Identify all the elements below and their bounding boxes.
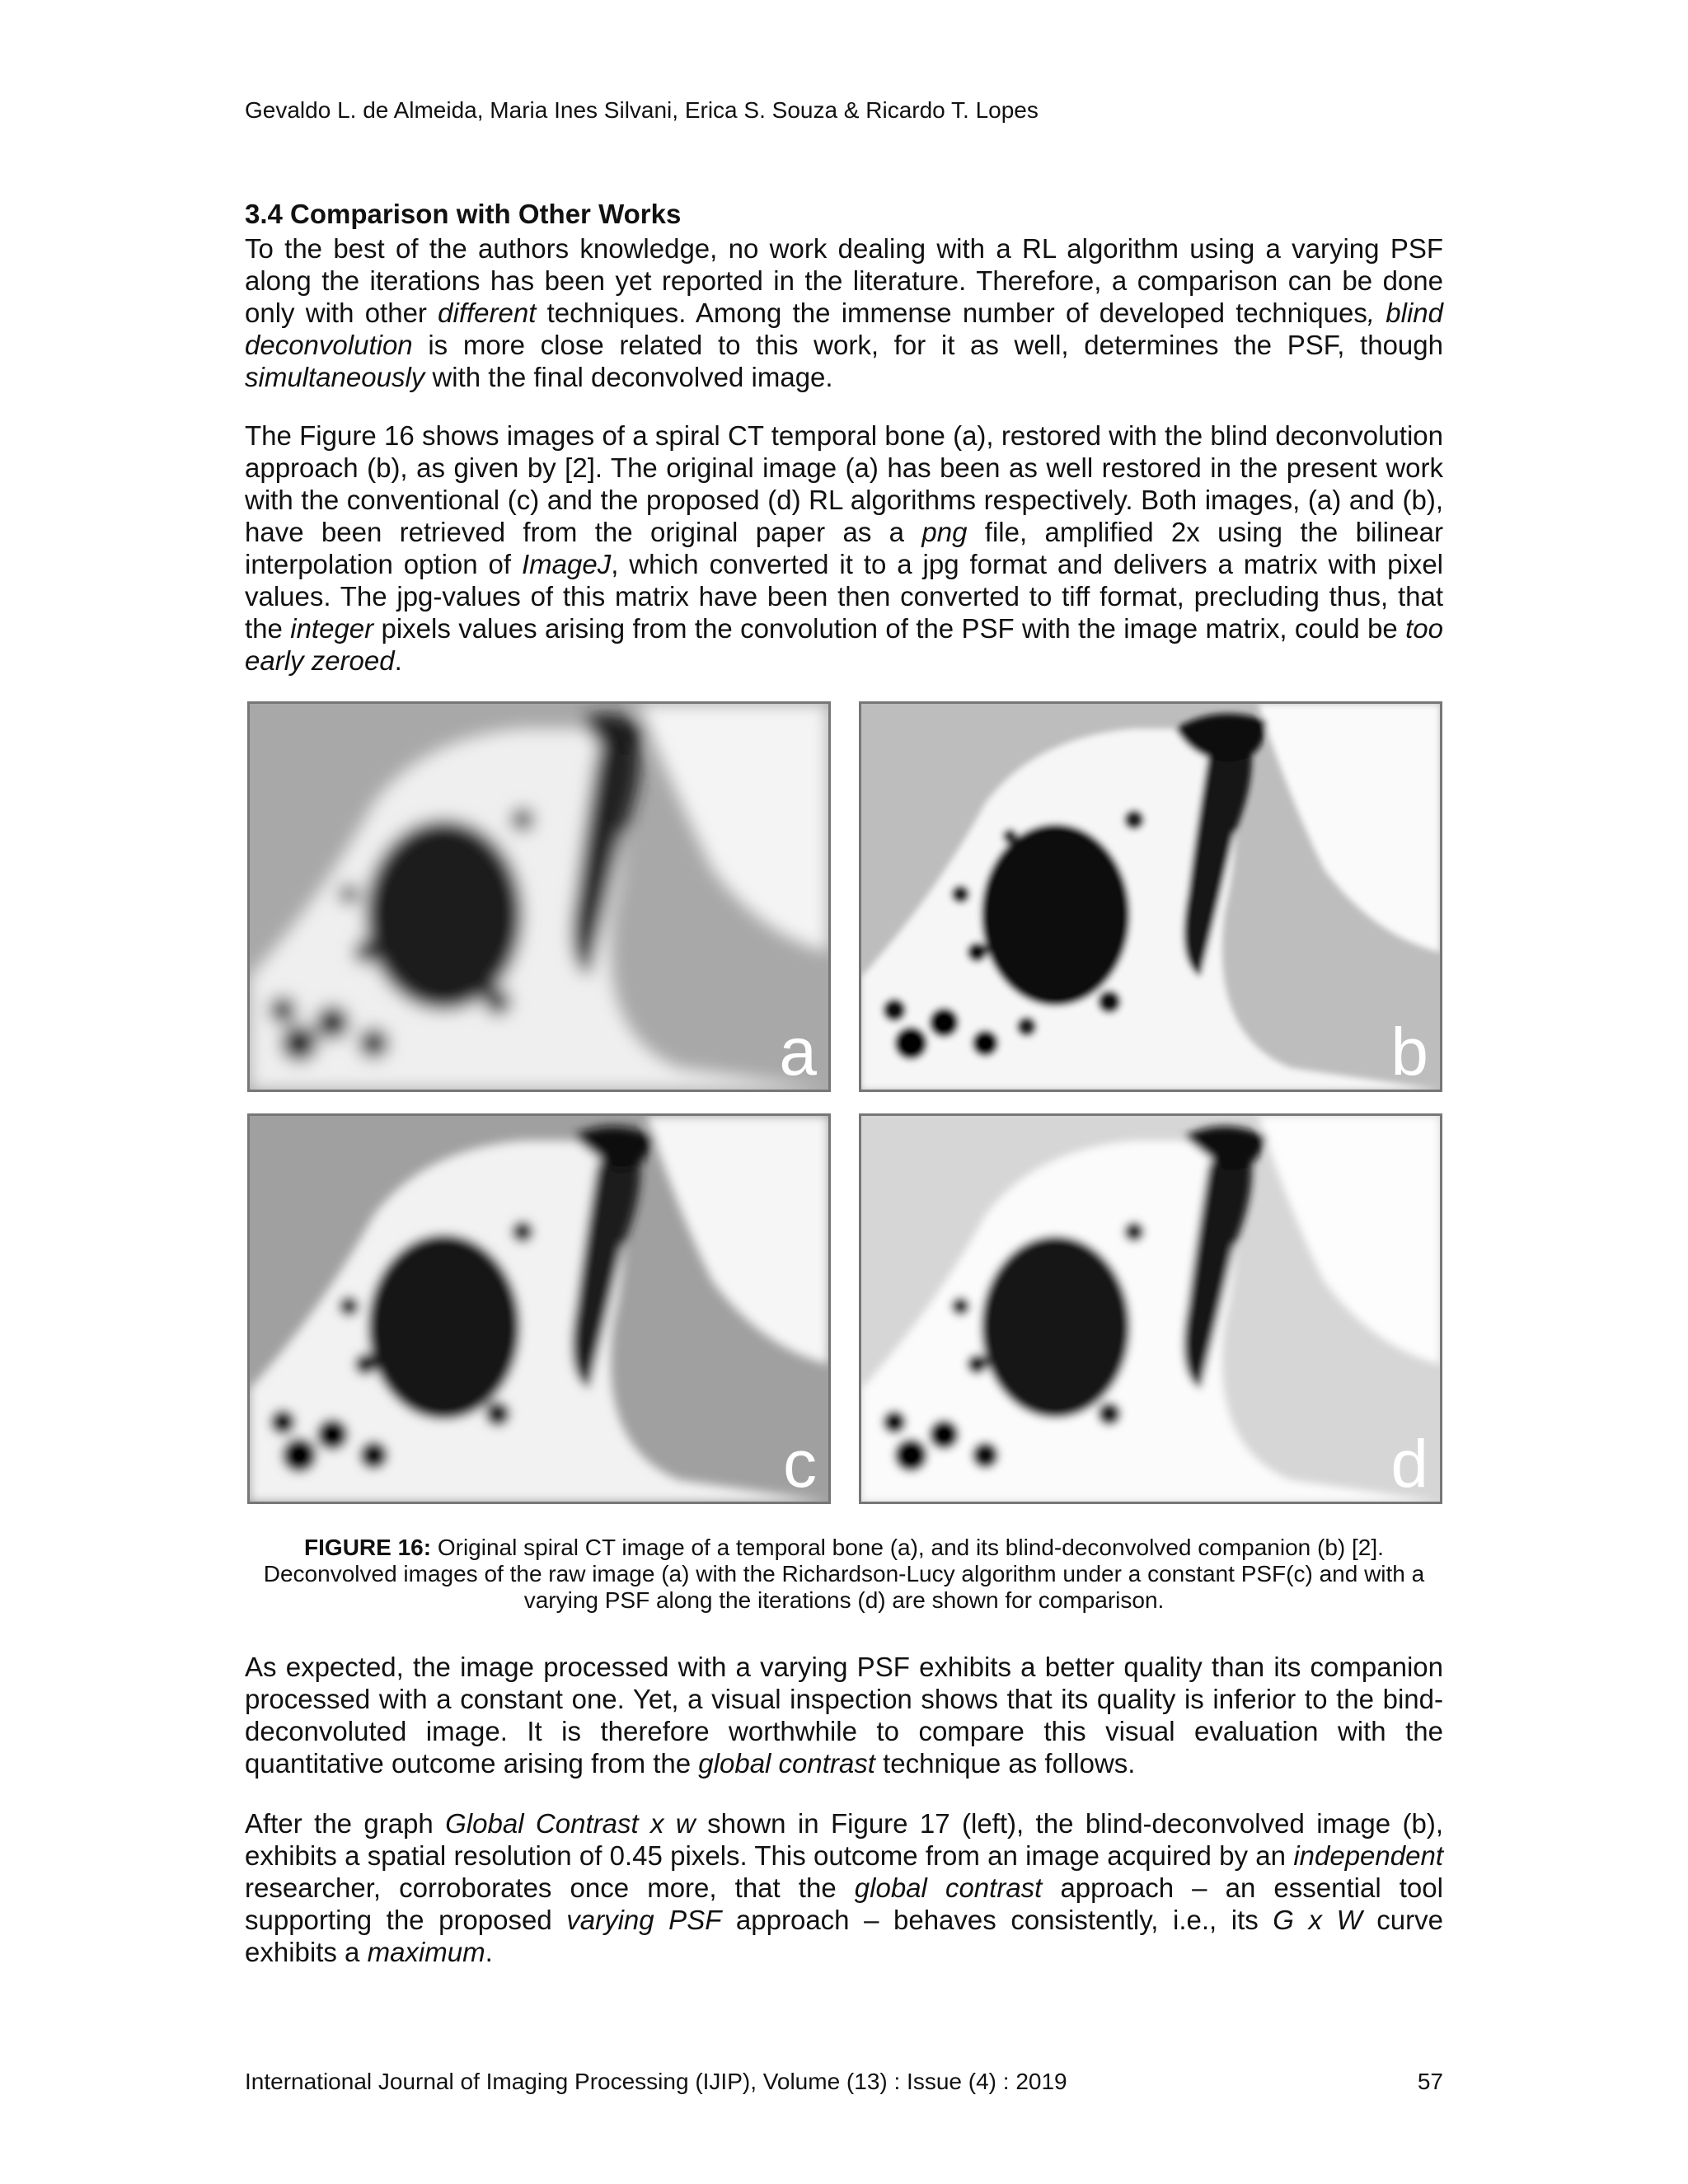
running-header: Gevaldo L. de Almeida, Maria Ines Silvani, Erica S. Souza & Ricardo T. Lopes <box>245 97 1039 123</box>
paragraph-global-contrast: After the graph Global Contrast x w shown in Figure 17 (left), the blind-deconvolved image (b), exhibits a spatial resolution of 0.45 pixels. This outcome from an image acquired by an independent researcher, corroborates once more, that the global contrast approach – an essential tool supporting the proposed varying PSF approach – behaves consistently, i.e., its G x W curve exhibits a maximum. <box>245 1808 1443 1967</box>
ct-image-rl-varying-psf-d <box>859 1113 1442 1504</box>
paragraph-figure-description: The Figure 16 shows images of a spiral CT temporal bone (a), restored with the blind deconvolution approach (b), as given by [2]. The original image (a) has been as well restored in the present work with the conventional (c) and the proposed (d) RL algorithms respectively. Both images, (a) and (b), have been retrieved from the original paper as a png file, amplified 2x using the bilinear interpolation option of ImageJ, which converted it to a jpg format and delivers a matrix with pixel values. The jpg-values of this matrix have been then converted to tiff format, precluding thus, that the integer pixels values arising from the convolution of the PSF with the image matrix, could be too early zeroed. <box>245 420 1444 676</box>
section-title: 3.4 Comparison with Other Works <box>245 199 682 229</box>
panel-label-c: c <box>783 1427 817 1502</box>
page-number: 57 <box>1417 2069 1443 2094</box>
paragraph-intro: To the best of the authors knowledge, no work dealing with a RL algorithm using a varying PSF along the iterations has been yet reported in the literature. Therefore, a comparison can be done only with other different techniques. Among the immense number of developed techniques, blind deconvolution is more close related to this work, for it as well, determines the PSF, though simultaneously with the final deconvolved image. <box>245 233 1443 392</box>
footer-journal: International Journal of Imaging Processing (IJIP), Volume (13) : Issue (4) : 2019 <box>245 2069 1067 2094</box>
panel-label-b: b <box>1390 1015 1428 1090</box>
ct-image-rl-constant-psf-c <box>247 1113 831 1504</box>
paragraph-visual-comparison: As expected, the image processed with a varying PSF exhibits a better quality than its companion processed with a constant one. Yet, a visual inspection shows that its quality is inferior to the bind-deconvoluted image. It is therefore worthwhile to compare this visual evaluation with the quantitative outcome arising from the global contrast technique as follows. <box>245 1652 1443 1779</box>
ct-image-original-a <box>247 701 831 1092</box>
panel-label-d: d <box>1390 1427 1428 1502</box>
ct-image-blind-deconvolved-b <box>859 701 1442 1092</box>
figure-caption: FIGURE 16: Original spiral CT image of a temporal bone (a), and its blind-deconvolved companion (b) [2]. Deconvolved images of the raw image (a) with the Richardson-Lucy algorithm under a constant PSF(c) and with a varying PSF along the iterations (d) are shown for comparison. <box>263 1535 1425 1613</box>
panel-label-a: a <box>779 1015 817 1090</box>
figure-16 <box>247 701 1442 1517</box>
